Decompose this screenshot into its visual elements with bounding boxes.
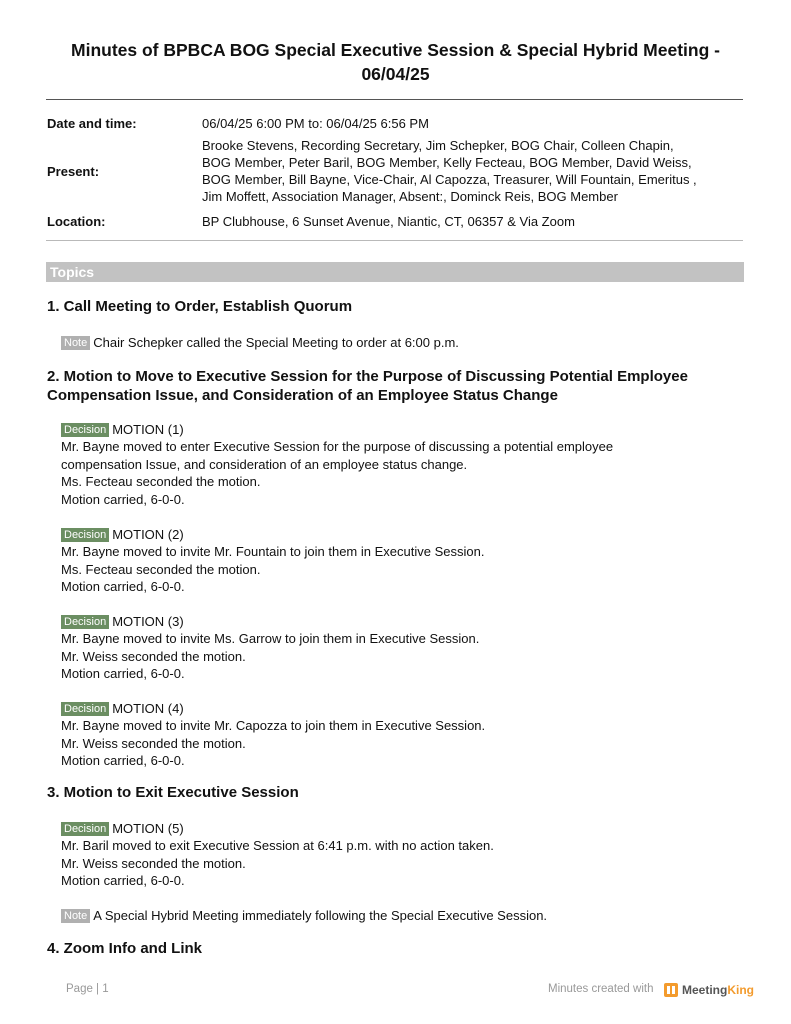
- decision-tag: Decision: [61, 822, 109, 836]
- motion-item: [61, 820, 741, 890]
- motion-line: compensation Issue, and consideration of an employee status change.: [61, 456, 468, 472]
- present-line: Jim Moffett, Association Manager, Absent:, Dominck Reis, BOG Member: [202, 189, 618, 204]
- motion-item: [61, 700, 741, 770]
- location-value: BP Clubhouse, 6 Sunset Avenue, Niantic, CT, 06357 & Via Zoom: [202, 214, 575, 229]
- topics-header: [46, 262, 744, 282]
- motion-line: Mr. Bayne moved to enter Executive Session for the purpose of discussing a potential employee: [61, 439, 614, 455]
- motion-line: Mr. Bayne moved to invite Mr. Fountain to join them in Executive Session.: [61, 544, 485, 560]
- brand-name: MeetingKing: [682, 983, 755, 997]
- meta-divider: [46, 240, 743, 241]
- motion-line: Motion carried, 6-0-0.: [61, 873, 185, 889]
- present-label: Present:: [47, 164, 100, 179]
- topic-heading-3: 3. Motion to Exit Executive Session: [47, 784, 299, 801]
- decision-tag: Decision: [61, 615, 109, 629]
- note-text: Chair Schepker called the Special Meeting to order at 6:00 p.m.: [93, 335, 459, 350]
- document-title: Minutes of BPBCA BOG Special Executive Session & Special Hybrid Meeting - 06/04/25: [71, 40, 720, 84]
- motion-line: Motion carried, 6-0-0.: [61, 666, 185, 682]
- motion-title: MOTION (2): [112, 527, 184, 542]
- date-value: 06/04/25 6:00 PM to: 06/04/25 6:56 PM: [202, 116, 429, 131]
- note-tag: Note: [61, 336, 90, 350]
- date-label: Date and time:: [47, 116, 137, 131]
- motion-line: Ms. Fecteau seconded the motion.: [61, 474, 261, 490]
- topics-label: Topics: [50, 264, 95, 280]
- motion-line: Motion carried, 6-0-0.: [61, 579, 185, 595]
- motion-title: MOTION (3): [112, 614, 184, 629]
- motion-line: Mr. Bayne moved to invite Ms. Garrow to join them in Executive Session.: [61, 631, 480, 647]
- motion-line: Mr. Baril moved to exit Executive Session at 6:41 p.m. with no action taken.: [61, 838, 494, 854]
- motion-line: Mr. Weiss seconded the motion.: [61, 648, 246, 664]
- note-item: [61, 334, 741, 351]
- decision-tag: Decision: [61, 528, 109, 542]
- meetingking-logo-icon: [664, 983, 678, 997]
- heading-line: 2. Motion to Move to Executive Session for the Purpose of Discussing Potential Employee: [47, 368, 688, 385]
- motion-title: MOTION (1): [112, 422, 184, 437]
- topic-heading-4: 4. Zoom Info and Link: [47, 940, 202, 957]
- present-line: Brooke Stevens, Recording Secretary, Jim Schepker, BOG Chair, Colleen Chapin,: [202, 138, 674, 153]
- title-divider: [46, 99, 743, 100]
- motion-line: Mr. Bayne moved to invite Mr. Capozza to join them in Executive Session.: [61, 718, 486, 734]
- motion-line: Ms. Fecteau seconded the motion.: [61, 561, 261, 577]
- motion-item: [61, 421, 741, 508]
- motion-line: Motion carried, 6-0-0.: [61, 753, 185, 769]
- present-value: [202, 137, 747, 205]
- location-label: Location:: [47, 214, 106, 229]
- footer-credit: Minutes created with: [548, 983, 654, 995]
- note-item: [61, 907, 741, 924]
- present-line: BOG Member, Peter Baril, BOG Member, Kelly Fecteau, BOG Member, David Weiss,: [202, 155, 692, 170]
- note-text: A Special Hybrid Meeting immediately following the Special Executive Session.: [93, 908, 548, 923]
- note-tag: Note: [61, 909, 90, 923]
- heading-line: Compensation Issue, and Consideration of an Employee Status Change: [47, 387, 558, 404]
- motion-line: Mr. Weiss seconded the motion.: [61, 855, 246, 871]
- topic-heading-2: [47, 367, 747, 405]
- topic-heading-1: 1. Call Meeting to Order, Establish Quorum: [47, 298, 353, 315]
- decision-tag: Decision: [61, 702, 109, 716]
- motion-item: [61, 526, 741, 596]
- motion-title: MOTION (5): [112, 821, 184, 836]
- present-line: BOG Member, Bill Bayne, Vice-Chair, Al Capozza, Treasurer, Will Fountain, Emeritus ,: [202, 172, 697, 187]
- decision-tag: Decision: [61, 423, 109, 437]
- page-number: Page | 1: [66, 983, 109, 995]
- motion-line: Motion carried, 6-0-0.: [61, 491, 185, 507]
- motion-line: Mr. Weiss seconded the motion.: [61, 735, 246, 751]
- motion-title: MOTION (4): [112, 701, 184, 716]
- motion-item: [61, 613, 741, 683]
